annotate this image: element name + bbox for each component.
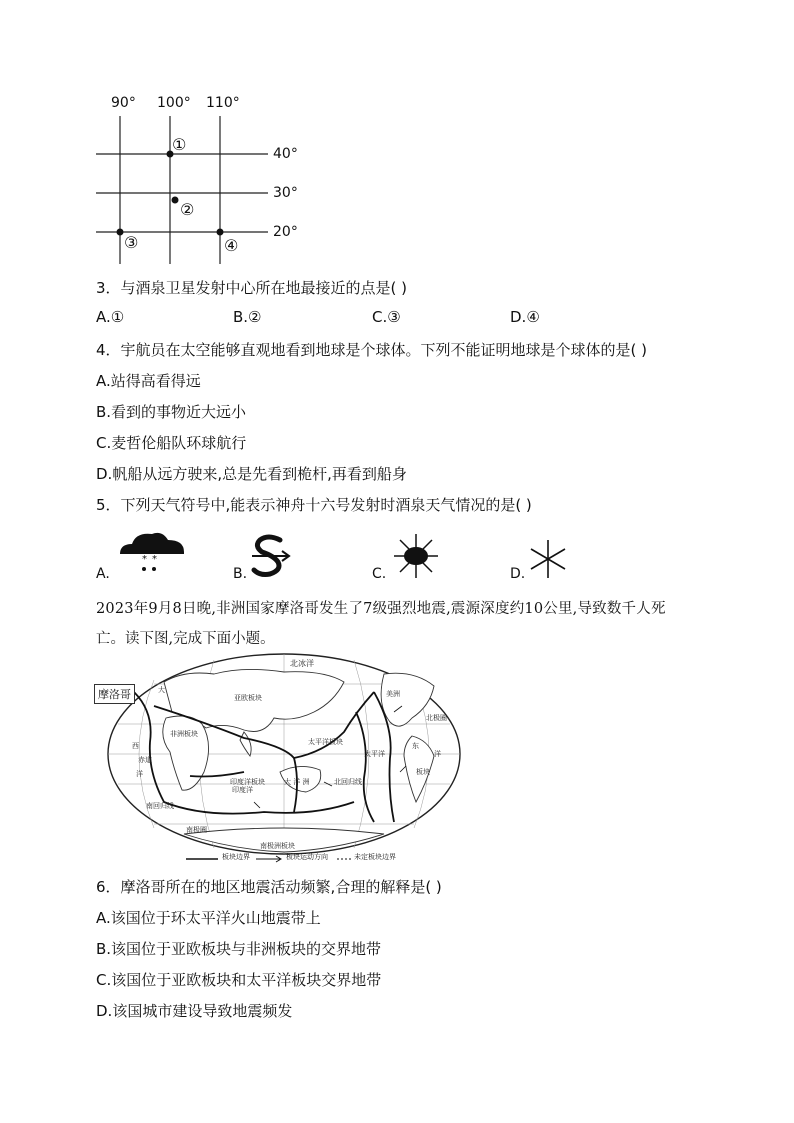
q3-option-c[interactable]: C.③: [372, 308, 401, 326]
q5-stem: 5．下列天气符号中,能表示神舟十六号发射时酒泉天气情况的是( ): [96, 496, 532, 514]
legend-boundary-label: 板块边界: [222, 853, 250, 861]
legend-direction-arrow: [254, 854, 284, 864]
map-label-ocean-left: 洋: [136, 770, 143, 778]
lon-label-110: 110°: [206, 95, 240, 111]
point-4-marker: [217, 229, 224, 236]
point-3-label: ③: [124, 233, 139, 252]
map-label-equator: 赤道: [138, 756, 152, 764]
map-label-da: 大: [158, 686, 165, 694]
q3-option-b[interactable]: B.②: [233, 308, 262, 326]
map-label-oceania: 大 洋 洲: [284, 778, 310, 786]
passage-line-2: 亡。读下图,完成下面小题。: [96, 631, 275, 647]
map-label-ocean-right: 洋: [434, 750, 441, 758]
map-label-america: 美洲: [386, 690, 400, 698]
legend-direction-label: 板块运动方向: [286, 853, 328, 861]
legend-uncertain-line: [336, 854, 352, 864]
q6-option-a[interactable]: A.该国位于环太平洋火山地震带上: [96, 909, 321, 927]
q6-option-b[interactable]: B.该国位于亚欧板块与非洲板块的交界地带: [96, 940, 382, 958]
map-label-antarctic-plate: 南极洲板块: [260, 842, 295, 850]
lon-label-90: 90°: [111, 95, 136, 111]
q3-stem: 3．与酒泉卫星发射中心所在地最接近的点是( ): [96, 279, 408, 297]
lat-label-30: 30°: [273, 185, 298, 201]
q4-option-b[interactable]: B.看到的事物近大远小: [96, 403, 247, 421]
map-label-south-tropic: 南回归线: [146, 802, 174, 810]
map-label-arctic: 北冰洋: [290, 659, 314, 668]
point-2-label: ②: [180, 200, 195, 219]
point-1-label: ①: [172, 135, 187, 154]
q4-option-c[interactable]: C.麦哲伦船队环球航行: [96, 434, 247, 452]
q4-stem: 4．宇航员在太空能够直观地看到地球是个球体。下列不能证明地球是个球体的是( ): [96, 341, 648, 359]
snowflake-icon: [528, 538, 568, 580]
legend-boundary-line: [184, 854, 220, 864]
q5-option-c[interactable]: C.: [372, 566, 387, 582]
map-label-eurasia-plate: 亚欧板块: [234, 694, 262, 702]
map-label-pacific-ocean: 太平洋: [364, 750, 385, 758]
map-label-east: 东: [412, 742, 419, 750]
map-label-pacific-plate: 太平洋板块: [308, 738, 343, 746]
tectonic-plates-map: [94, 652, 464, 868]
q5-option-d[interactable]: D.: [510, 566, 526, 582]
q4-option-d[interactable]: D.帆船从远方驶来,总是先看到桅杆,再看到船身: [96, 465, 407, 483]
point-2-marker: [172, 197, 179, 204]
sandstorm-icon: [248, 532, 294, 578]
map-label-indian-ocean: 印度洋: [232, 786, 253, 794]
q4-option-a[interactable]: A.站得高看得远: [96, 372, 201, 390]
q6-option-d[interactable]: D.该国城市建设导致地震频发: [96, 1002, 293, 1020]
point-3-marker: [117, 229, 124, 236]
lat-label-40: 40°: [273, 146, 298, 162]
snow-cloud-icon: [116, 528, 188, 574]
q5-option-b[interactable]: B.: [233, 566, 248, 582]
svg-text:*: *: [142, 554, 147, 565]
lon-label-100: 100°: [157, 95, 191, 111]
q6-stem: 6．摩洛哥所在的地区地震活动频繁,合理的解释是( ): [96, 878, 442, 896]
svg-text:*: *: [152, 554, 157, 565]
q6-option-c[interactable]: C.该国位于亚欧板块和太平洋板块交界地带: [96, 971, 382, 989]
q3-option-d[interactable]: D.④: [510, 308, 540, 326]
map-label-north-circle: 北极圈: [426, 714, 447, 722]
map-label-indian-plate: 印度洋板块: [230, 778, 265, 786]
lat-label-20: 20°: [273, 224, 298, 240]
morocco-callout: 摩洛哥: [94, 684, 135, 704]
map-label-north-tropic: 北回归线: [334, 778, 362, 786]
sunny-icon: [392, 532, 440, 580]
map-label-africa-plate: 非洲板块: [170, 730, 198, 738]
map-label-antarctic-circle: 南极圈: [186, 826, 207, 834]
passage-line-1: 2023年9月8日晚,非洲国家摩洛哥发生了7级强烈地震,震源深度约10公里,导致数千人死: [96, 601, 666, 617]
q3-option-a[interactable]: A.①: [96, 308, 125, 326]
point-4-label: ④: [224, 236, 239, 255]
map-label-west: 西: [132, 742, 139, 750]
legend-uncertain-label: 未定板块边界: [354, 853, 396, 861]
map-label-plate: 板块: [416, 768, 430, 776]
q5-option-a[interactable]: A.: [96, 566, 110, 582]
